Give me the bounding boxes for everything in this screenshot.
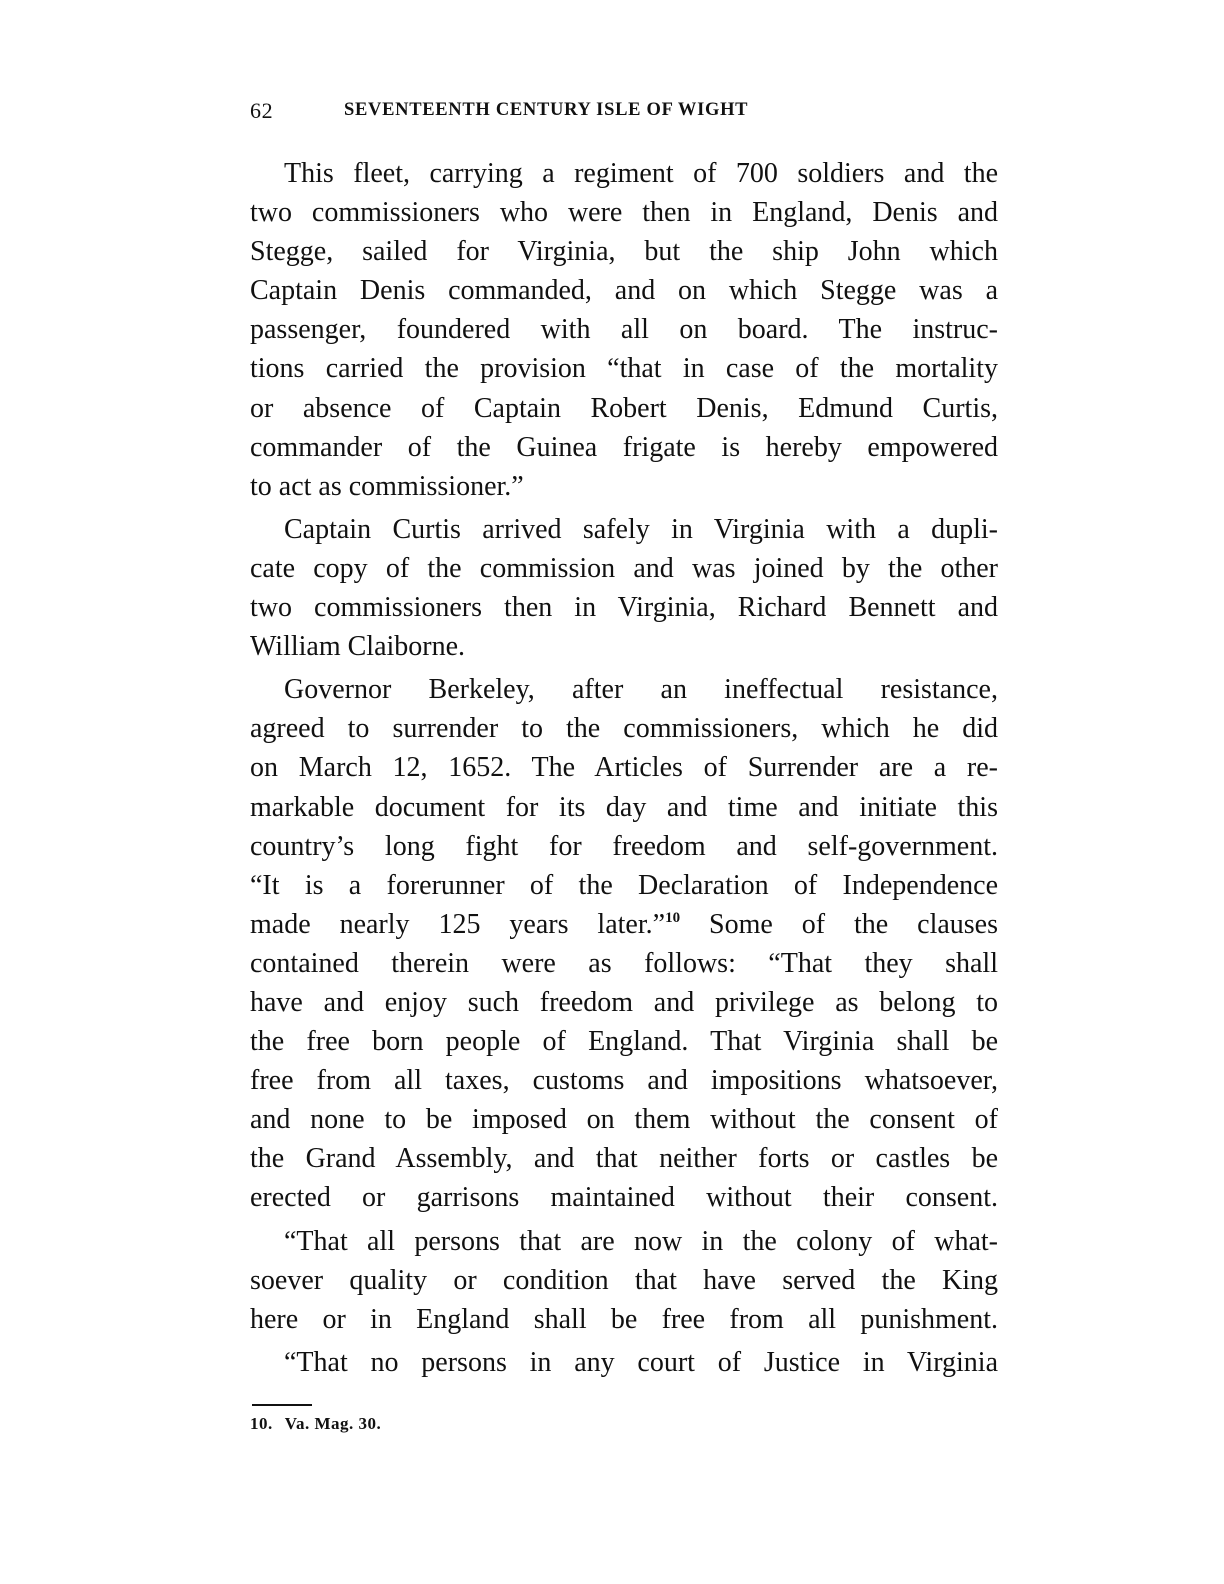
- text-segment: made nearly 125 years later.”: [250, 908, 666, 940]
- text-line: Governor Berkeley, after an ineffectual resistance,: [284, 674, 998, 706]
- text-line: and none to be imposed on them without the consent of: [250, 1104, 998, 1136]
- running-title: SEVENTEENTH CENTURY ISLE OF WIGHT: [344, 100, 749, 120]
- text-segment: Some of the clauses: [709, 908, 999, 940]
- text-line: passenger, foundered with all on board. The instruc-: [250, 314, 998, 346]
- text-line: soever quality or condition that have served the King: [250, 1264, 998, 1296]
- text-line: two commissioners then in Virginia, Richard Bennett and: [250, 592, 998, 624]
- text-line: Stegge, sailed for Virginia, but the ship John which: [250, 236, 998, 268]
- text-line: commander of the Guinea frigate is hereby empowered: [250, 431, 998, 463]
- text-line: two commissioners who were then in England, Denis and: [250, 197, 998, 229]
- body-text: [250, 154, 998, 1382]
- text-line: free from all taxes, customs and impositions whatsoever,: [250, 1065, 998, 1097]
- text-line: contained therein were as follows: “That they shall: [250, 947, 998, 979]
- running-header: [250, 92, 998, 128]
- page-number: 62: [250, 98, 274, 123]
- text-line: erected or garrisons maintained without their consent.: [250, 1182, 998, 1214]
- footnotes: [250, 1414, 998, 1434]
- text-line: William Claiborne.: [250, 631, 466, 663]
- paragraph: [250, 510, 998, 666]
- text-line: “That no persons in any court of Justice in Virginia: [284, 1346, 998, 1378]
- text-line: Captain Curtis arrived safely in Virginia with a dupli-: [284, 513, 998, 545]
- footnote-text: Va. Mag. 30.: [284, 1413, 382, 1433]
- text-line: to act as commissioner.”: [250, 470, 524, 502]
- text-line: markable document for its day and time and initiate this: [250, 791, 998, 823]
- book-page: [250, 92, 998, 1434]
- text-line: cate copy of the commission and was joined by the other: [250, 552, 998, 584]
- text-line: This fleet, carrying a regiment of 700 soldiers and the: [284, 158, 998, 189]
- text-line: the free born people of England. That Virginia shall be: [250, 1026, 998, 1058]
- footnote-number: 10.: [250, 1413, 273, 1433]
- text-line: here or in England shall be free from all punishment.: [250, 1303, 998, 1335]
- text-line: “That all persons that are now in the colony of what-: [284, 1225, 998, 1257]
- text-line: the Grand Assembly, and that neither forts or castles be: [250, 1143, 998, 1175]
- footnote-reference[interactable]: 10: [665, 909, 681, 926]
- paragraph: [250, 154, 998, 506]
- text-line: on March 12, 1652. The Articles of Surrender are a re-: [250, 752, 998, 784]
- text-line: country’s long fight for freedom and self-government.: [250, 830, 998, 862]
- text-line: or absence of Captain Robert Denis, Edmund Curtis,: [250, 392, 998, 424]
- paragraph: [250, 1222, 998, 1339]
- footnote-divider: [252, 1404, 312, 1406]
- text-line: agreed to surrender to the commissioners, which he did: [250, 713, 998, 745]
- footnote: [250, 1414, 998, 1434]
- text-line-with-footnote: [250, 905, 998, 944]
- text-line: Captain Denis commanded, and on which Stegge was a: [250, 275, 998, 307]
- text-line: have and enjoy such freedom and privilege as belong to: [250, 986, 998, 1018]
- paragraph: [250, 1343, 998, 1382]
- text-line: “It is a forerunner of the Declaration of Independence: [250, 869, 998, 901]
- text-line: tions carried the provision “that in case of the mortality: [250, 353, 998, 385]
- paragraph: [250, 670, 998, 1217]
